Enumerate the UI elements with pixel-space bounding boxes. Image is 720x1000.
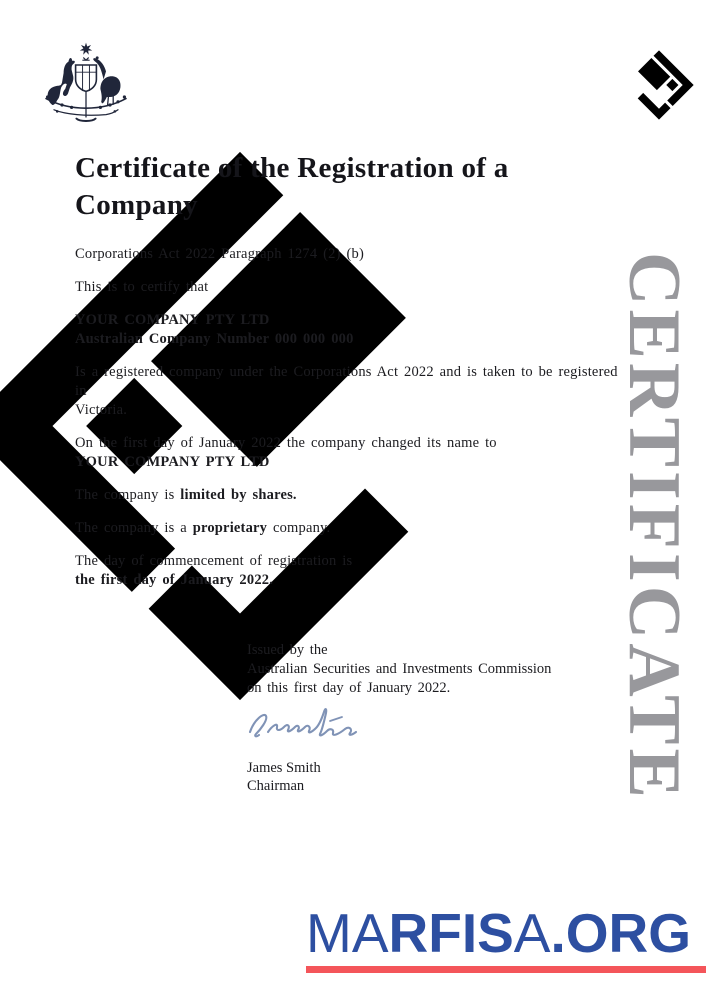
certificate-content [75, 150, 620, 604]
brand-segment: MA [306, 902, 389, 964]
handwritten-signature-icon [244, 702, 369, 752]
signatory-name: James Smith [247, 760, 321, 776]
signatory-role: Chairman [247, 778, 305, 794]
certify-line: This is to certify that [75, 279, 209, 296]
brand-wordmark [306, 903, 691, 963]
issued-line2: Australian Securities and Investments Commission [247, 661, 552, 677]
registration-state: Victoria. [75, 402, 128, 419]
australian-coat-of-arms-icon [30, 40, 142, 126]
brand-underline [306, 966, 706, 973]
commencement-statement: The day of commencement of registration is the first day of January 2022. [75, 553, 353, 589]
asic-diamond-logo-icon [616, 42, 702, 128]
issued-line3: on this first day of January 2022. [247, 680, 451, 696]
signatory-block [247, 759, 321, 795]
brand-segment: RFIS [388, 902, 514, 964]
issued-line1: Issued by the [247, 642, 328, 658]
name-change-company: YOUR COMPANY PTY LTD [75, 454, 270, 471]
certificate-side-text: CERTIFICATE [613, 252, 695, 802]
company-number: Australian Company Number 000 000 000 [75, 331, 354, 348]
issued-by-block [247, 641, 551, 698]
name-change-statement: On the first day of January 2022 the company changed its name to YOUR COMPANY PTY LTD [75, 435, 497, 471]
brand-segment: .ORG [550, 902, 692, 964]
brand-segment: A [513, 902, 551, 964]
registration-statement: Is a registered company under the Corporations Act 2022 and is taken to be registered in Victoria. [75, 364, 618, 419]
act-reference-line: Corporations Act 2022 Paragraph 1274 (2) (b) [75, 246, 364, 263]
company-name: YOUR COMPANY PTY LTD [75, 312, 270, 329]
company-identity-block [75, 311, 620, 349]
page-title: Certificate of the Registration of a Company [75, 152, 509, 222]
proprietary-statement: The company is a proprietary company. [75, 520, 331, 537]
limited-statement: The company is limited by shares. [75, 487, 297, 504]
